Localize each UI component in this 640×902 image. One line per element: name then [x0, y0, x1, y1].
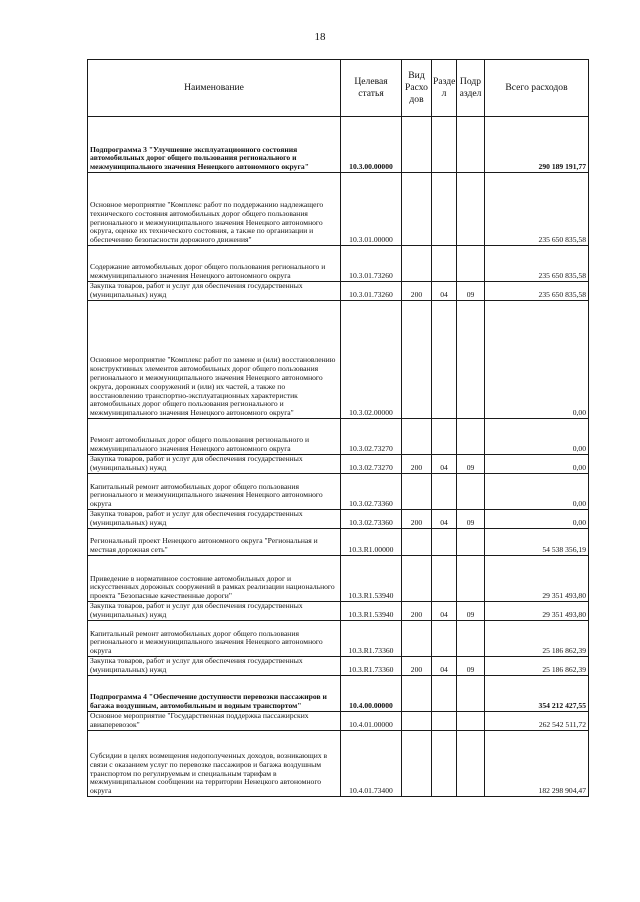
header-expense-type: Вид Расхо дов — [402, 60, 432, 117]
row-section-cell — [432, 419, 457, 455]
row-subsection-cell — [457, 246, 485, 282]
row-expense-type-cell — [402, 556, 432, 602]
row-amount-cell: 29 351 493,80 — [485, 556, 589, 602]
table-row — [88, 117, 589, 173]
row-subsection-cell — [457, 731, 485, 797]
table-row — [88, 282, 589, 301]
row-name-cell: Закупка товаров, работ и услуг для обеспечения государственных (муниципальных) нужд — [88, 602, 341, 621]
row-target-article-cell: 10.3.R1.73360 — [341, 657, 402, 676]
row-name-cell: Закупка товаров, работ и услуг для обеспечения государственных (муниципальных) нужд — [88, 657, 341, 676]
row-amount-cell: 0,00 — [485, 419, 589, 455]
table-row — [88, 419, 589, 455]
row-amount-cell: 0,00 — [485, 474, 589, 510]
row-expense-type-cell — [402, 621, 432, 657]
row-target-article-cell: 10.3.01.73260 — [341, 246, 402, 282]
row-target-article-cell: 10.3.02.73270 — [341, 455, 402, 474]
row-expense-type-cell — [402, 529, 432, 556]
row-expense-type-cell — [402, 474, 432, 510]
table-row — [88, 556, 589, 602]
row-subsection-cell — [457, 301, 485, 419]
row-name-cell: Закупка товаров, работ и услуг для обеспечения государственных (муниципальных) нужд — [88, 282, 341, 301]
table-row — [88, 731, 589, 797]
row-target-article-cell: 10.4.01.73400 — [341, 731, 402, 797]
row-subsection-cell — [457, 712, 485, 731]
row-name-cell: Капитальный ремонт автомобильных дорог общего пользования регионального и межмуниципального значения Ненецкого автономного округа — [88, 474, 341, 510]
row-amount-cell: 262 542 511,72 — [485, 712, 589, 731]
row-name-cell: Закупка товаров, работ и услуг для обеспечения государственных (муниципальных) нужд — [88, 455, 341, 474]
row-name-cell: Закупка товаров, работ и услуг для обеспечения государственных (муниципальных) нужд — [88, 510, 341, 529]
row-subsection-cell — [457, 676, 485, 712]
row-target-article-cell: 10.3.01.73260 — [341, 282, 402, 301]
row-subsection-cell — [457, 556, 485, 602]
row-subsection-cell — [457, 529, 485, 556]
row-target-article-cell: 10.3.R1.00000 — [341, 529, 402, 556]
row-target-article-cell: 10.4.00.00000 — [341, 676, 402, 712]
table-row — [88, 529, 589, 556]
row-section-cell — [432, 301, 457, 419]
table-row — [88, 676, 589, 712]
row-name-cell: Приведение в нормативное состояние автомобильных дорог и искусственных дорожных сооружений в рамках реализации национального проекта "Безопасные качественные дороги" — [88, 556, 341, 602]
row-subsection-cell — [457, 419, 485, 455]
row-subsection-cell — [457, 173, 485, 246]
row-expense-type-cell — [402, 173, 432, 246]
table-row — [88, 474, 589, 510]
row-subsection-cell — [457, 621, 485, 657]
row-target-article-cell: 10.3.02.00000 — [341, 301, 402, 419]
row-expense-type-cell — [402, 301, 432, 419]
row-subsection-cell: 09 — [457, 510, 485, 529]
header-section: Разде л — [432, 60, 457, 117]
table-row — [88, 712, 589, 731]
row-target-article-cell: 10.4.01.00000 — [341, 712, 402, 731]
row-expense-type-cell — [402, 712, 432, 731]
row-target-article-cell: 10.3.02.73360 — [341, 474, 402, 510]
row-subsection-cell — [457, 474, 485, 510]
row-section-cell — [432, 529, 457, 556]
row-section-cell — [432, 712, 457, 731]
row-section-cell — [432, 173, 457, 246]
row-expense-type-cell — [402, 117, 432, 173]
row-name-cell: Капитальный ремонт автомобильных дорог общего пользования регионального и межмуниципального значения Ненецкого автономного округа — [88, 621, 341, 657]
row-section-cell — [432, 246, 457, 282]
header-name: Наименование — [88, 60, 341, 117]
row-section-cell — [432, 676, 457, 712]
row-section-cell: 04 — [432, 510, 457, 529]
row-amount-cell: 0,00 — [485, 301, 589, 419]
row-name-cell: Подпрограмма 4 "Обеспечение доступности перевозки пассажиров и багажа воздушным, автомобильным и водным транспортом" — [88, 676, 341, 712]
row-amount-cell: 235 650 835,58 — [485, 173, 589, 246]
row-expense-type-cell: 200 — [402, 602, 432, 621]
row-expense-type-cell: 200 — [402, 510, 432, 529]
table-row — [88, 455, 589, 474]
row-section-cell: 04 — [432, 602, 457, 621]
row-name-cell: Субсидии в целях возмещения недополученных доходов, возникающих в связи с оказанием услуг по перевозке пассажиров и багажа воздушным транспортом по регулируемым и специальным тарифам в межмуниципальном сообщении на территории Ненецкого автономного округа — [88, 731, 341, 797]
row-target-article-cell: 10.3.R1.53940 — [341, 556, 402, 602]
row-target-article-cell: 10.3.R1.53940 — [341, 602, 402, 621]
row-name-cell: Основное мероприятие "Комплекс работ по поддержанию надлежащего технического состояния автомобильных дорог общего пользования регионального и межмуниципального значения Ненецкого автономного округа, оценке их технического состояния, а также по организации и обеспечению безопасности дорожного движения" — [88, 173, 341, 246]
row-expense-type-cell: 200 — [402, 282, 432, 301]
row-amount-cell: 182 298 904,47 — [485, 731, 589, 797]
row-expense-type-cell — [402, 419, 432, 455]
header-total-expenses: Всего расходов — [485, 60, 589, 117]
row-amount-cell: 25 186 862,39 — [485, 621, 589, 657]
row-subsection-cell: 09 — [457, 282, 485, 301]
row-section-cell: 04 — [432, 657, 457, 676]
row-target-article-cell: 10.3.01.00000 — [341, 173, 402, 246]
budget-table — [87, 59, 589, 797]
row-name-cell: Содержание автомобильных дорог общего пользования регионального и межмуниципального значения Ненецкого автономного округа — [88, 246, 341, 282]
row-section-cell: 04 — [432, 455, 457, 474]
row-amount-cell: 29 351 493,80 — [485, 602, 589, 621]
header-target-article: Целевая статья — [341, 60, 402, 117]
row-target-article-cell: 10.3.02.73270 — [341, 419, 402, 455]
table-row — [88, 173, 589, 246]
row-amount-cell: 0,00 — [485, 510, 589, 529]
row-subsection-cell — [457, 117, 485, 173]
row-name-cell: Региональный проект Ненецкого автономного округа "Региональная и местная дорожная сеть" — [88, 529, 341, 556]
row-name-cell: Основное мероприятие "Государственная поддержка пассажирских авиаперевозок" — [88, 712, 341, 731]
row-section-cell — [432, 556, 457, 602]
row-section-cell — [432, 474, 457, 510]
row-section-cell: 04 — [432, 282, 457, 301]
page-number: 18 — [314, 31, 326, 43]
row-subsection-cell: 09 — [457, 602, 485, 621]
row-amount-cell: 25 186 862,39 — [485, 657, 589, 676]
table-row — [88, 602, 589, 621]
row-name-cell: Основное мероприятие "Комплекс работ по замене и (или) восстановлению конструктивных элементов автомобильных дорог общего пользования регионального и межмуниципального значения Ненецкого автономного округа, дорожных сооружений и (или) их частей, а также по восстановлению транспортно-эксплуатационных характеристик автомобильных дорог общего пользования регионального и межмуниципального значения Ненецкого автономного округа" — [88, 301, 341, 419]
row-target-article-cell: 10.3.02.73360 — [341, 510, 402, 529]
row-expense-type-cell — [402, 731, 432, 797]
header-subsection: Подр аздел — [457, 60, 485, 117]
table-row — [88, 621, 589, 657]
row-amount-cell: 354 212 427,55 — [485, 676, 589, 712]
row-expense-type-cell — [402, 246, 432, 282]
row-section-cell — [432, 621, 457, 657]
row-expense-type-cell — [402, 676, 432, 712]
row-section-cell — [432, 117, 457, 173]
row-subsection-cell: 09 — [457, 657, 485, 676]
table-row — [88, 246, 589, 282]
row-subsection-cell: 09 — [457, 455, 485, 474]
row-name-cell: Ремонт автомобильных дорог общего пользования регионального и межмуниципального значения Ненецкого автономного округа — [88, 419, 341, 455]
row-amount-cell: 290 189 191,77 — [485, 117, 589, 173]
row-amount-cell: 235 650 835,58 — [485, 282, 589, 301]
row-expense-type-cell: 200 — [402, 657, 432, 676]
row-amount-cell: 0,00 — [485, 455, 589, 474]
table-row — [88, 657, 589, 676]
row-section-cell — [432, 731, 457, 797]
table-header-row — [88, 60, 589, 117]
row-amount-cell: 54 538 356,19 — [485, 529, 589, 556]
table-row — [88, 301, 589, 419]
row-amount-cell: 235 650 835,58 — [485, 246, 589, 282]
table-row — [88, 510, 589, 529]
row-target-article-cell: 10.3.00.00000 — [341, 117, 402, 173]
row-name-cell: Подпрограмма 3 "Улучшение эксплуатационного состояния автомобильных дорог общего пользования регионального и межмуниципального значения Ненецкого автономного округа" — [88, 117, 341, 173]
row-target-article-cell: 10.3.R1.73360 — [341, 621, 402, 657]
row-expense-type-cell: 200 — [402, 455, 432, 474]
